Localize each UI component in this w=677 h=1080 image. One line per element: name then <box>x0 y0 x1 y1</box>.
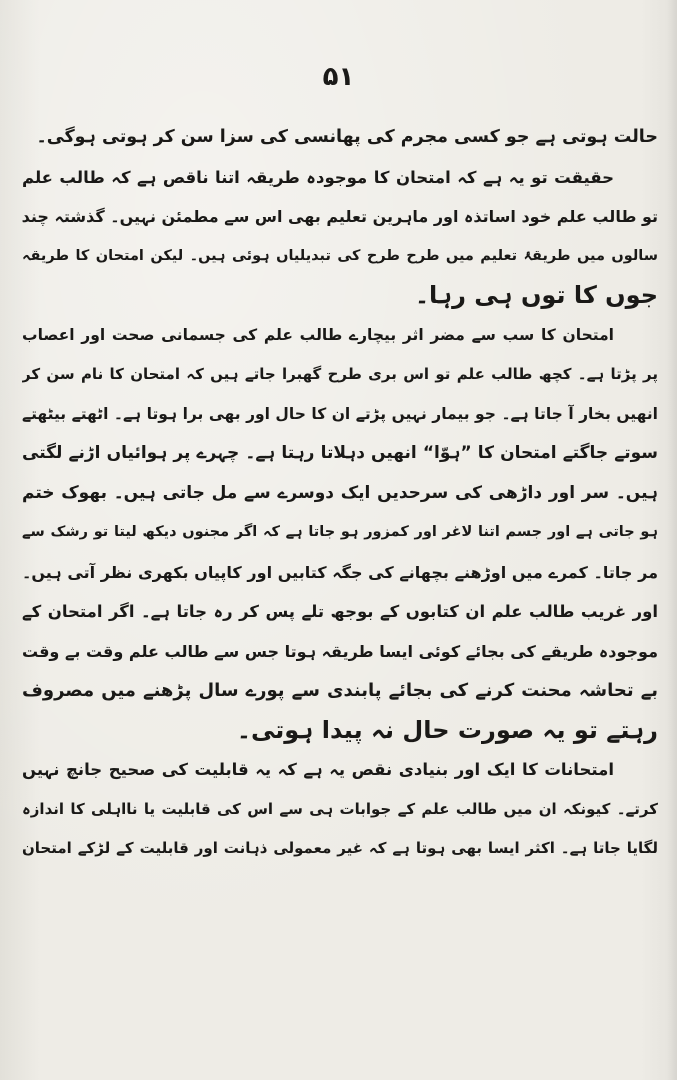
text-line: لگایا جاتا ہے۔ اکثر ایسا بھی ہوتا ہے کہ غیر معمولی ذہانت اور قابلیت کے لڑکے امتحان <box>22 839 658 857</box>
text-line: موجودہ طریقے کی بجائے کوئی ایسا طریقہ ہوتا جس سے طالب علم وقت بے وقت <box>22 641 658 661</box>
text-line: اور غریب طالب علم ان کتابوں کے بوجھ تلے پس کر رہ جاتا ہے۔ اگر امتحان کے <box>22 602 658 621</box>
page-text <box>22 118 658 869</box>
text-line: پر پڑتا ہے۔ کچھ طالب علم تو اس بری طرح گھبرا جاتے ہیں کہ امتحان کا نام سن کر <box>22 365 658 383</box>
text-line: امتحانات کا ایک اور بنیادی نقص یہ ہے کہ یہ قابلیت کی صحیح جانچ نہیں <box>22 760 614 779</box>
text-line: امتحان کا سب سے مضر اثر بیچارے طالب علم کی جسمانی صحت اور اعصاب <box>22 325 614 344</box>
text-line: انھیں بخار آ جاتا ہے۔ جو بیمار نہیں پڑتے ان کا حال اور بھی برا ہوتا ہے۔ اٹھتے بیٹھتے <box>22 404 658 423</box>
text-line: مر جاتا۔ کمرے میں اوڑھنے بچھانے کی جگہ کتابیں اور کاپیاں بکھری نظر آتی ہیں۔ <box>22 562 658 582</box>
text-line: کرتے۔ کیونکہ ان میں طالب علم کے جوابات ہی سے اس کی قابلیت یا نااہلی کا اندازہ <box>22 799 658 818</box>
text-line: حقیقت تو یہ ہے کہ امتحان کا موجودہ طریقہ اتنا ناقص ہے کہ طالب علم <box>22 167 614 187</box>
text-line: تو طالب علم خود اساتذہ اور ماہرین تعلیم بھی اس سے مطمئن نہیں۔ گذشتہ چند <box>22 207 658 226</box>
page-number: ۵۱ <box>322 62 355 92</box>
page-edge-shadow <box>667 0 677 1080</box>
text-line: جوں کا توں ہی رہا۔ <box>414 281 658 309</box>
text-line: ہو جاتی ہے اور جسم اتنا لاغر اور کمزور ہو جاتا ہے کہ اگر مجنوں دیکھ لیتا تو رشک سے <box>22 524 658 540</box>
text-line: رہتے تو یہ صورت حال نہ پیدا ہوتی۔ <box>236 715 658 744</box>
text-line: بے تحاشہ محنت کرنے کی بجائے پابندی سے پورے سال پڑھنے میں مصروف <box>22 680 658 701</box>
text-line: سوتے جاگتے امتحان کا ”ہوّا“ انھیں دہلاتا رہتا ہے۔ چہرے پر ہوائیاں اڑنے لگتی <box>22 443 658 463</box>
text-line: سالوں میں طریقۂ تعلیم میں طرح طرح کی تبدیلیاں ہوئی ہیں۔ لیکن امتحان کا طریقہ <box>22 247 658 264</box>
text-line: حالت ہوتی ہے جو کسی مجرم کی پھانسی کی سزا سن کر ہوتی ہوگی۔ <box>36 127 658 147</box>
text-line: ہیں۔ سر اور داڑھی کی سرحدیں ایک دوسرے سے مل جاتی ہیں۔ بھوک ختم <box>22 482 658 503</box>
